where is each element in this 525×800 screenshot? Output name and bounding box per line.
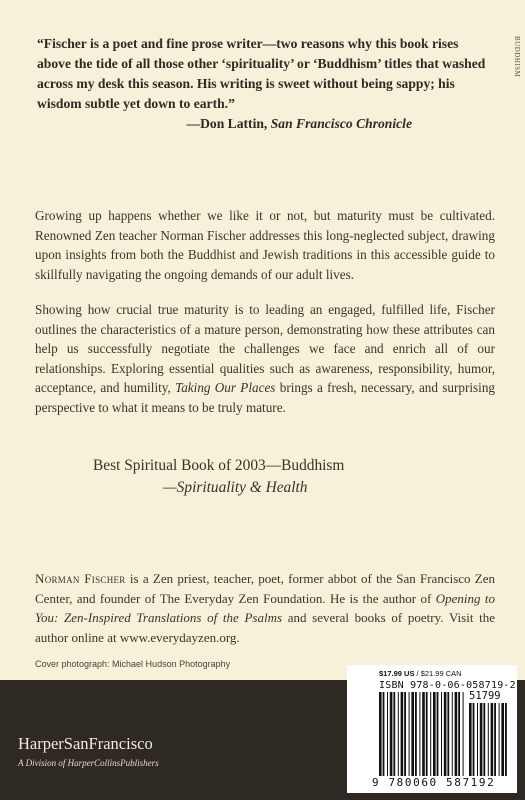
description-paragraph-2: [35, 300, 495, 417]
barcode-bar: [393, 692, 395, 776]
barcode-bar: [488, 703, 489, 776]
barcode-bar: [430, 692, 431, 776]
barcode-bar: [433, 692, 436, 776]
author-bio-text-b: and several books of poetry. Visit the author online at www.everydayzen.org.: [35, 610, 496, 645]
barcode-bar: [419, 692, 420, 776]
quote-attribution: [37, 114, 492, 134]
barcode-bar: [404, 692, 406, 776]
barcode-bar: [415, 692, 417, 776]
barcode-bar: [422, 692, 425, 776]
isbn-text: ISBN 978-0-06-058719-2: [379, 680, 516, 691]
quote-text: “Fischer is a poet and fine prose writer—two reasons why this book rises above the tide of all those other ‘spirituality’ or ‘Buddhism’ titles that washed across my desk this season. His writing is sweet without being sappy; his wisdom subtle yet down to earth.”: [37, 36, 486, 111]
quote-author: —Don Lattin,: [186, 116, 268, 131]
division-publishers: Publishers: [120, 758, 159, 768]
author-bio-text-a: is a Zen priest, teacher, poet, former abbot of the San Francisco Zen Center, and founder of The Everyday Zen Foundation. He is the author of: [35, 571, 496, 606]
barcode-bar: [398, 692, 399, 776]
quote-source: San Francisco Chronicle: [270, 116, 412, 131]
barcode-bar: [463, 692, 464, 776]
award-source: —Spirituality & Health: [163, 479, 308, 496]
barcode-bar: [437, 692, 439, 776]
price-can: / $21.99 CAN: [416, 669, 462, 678]
barcode-bar: [473, 703, 475, 776]
barcode-bar: [379, 692, 382, 776]
cover-photo-credit: Cover photograph: Michael Hudson Photography: [35, 659, 231, 669]
author-book-title: Opening to You: Zen-Inspired Translations of the Psalms: [35, 590, 495, 625]
paragraph2-text-a: Showing how crucial true maturity is to leading an engaged, fulfilled life, Fischer outlines the characteristics of a mature person, demonstrating how these attributes can help us successfully negotiate the challenges we face and enrich all of our relationships. Exploring essential qualities such as awareness, responsibility, humor, acceptance, and humility,: [35, 302, 495, 395]
description-paragraph-1: Growing up happens whether we like it or not, but maturity must be cultivated. Renowned Zen teacher Norman Fischer addresses this long-neglected subject, drawing upon insights from both the Buddhist and Jewish traditions in this accessible guide to skillfully navigating the ongoing demands of our adult lives.: [35, 208, 495, 282]
price-us: $17.99 US: [379, 669, 415, 678]
author-name: Norman Fischer: [35, 571, 126, 586]
division-text: A Division of HarperCollins: [18, 758, 121, 768]
ean-number: 9 780060 587192: [372, 776, 496, 789]
barcode-bar: [383, 692, 385, 776]
barcode-bar: [494, 703, 496, 776]
barcode-bar: [491, 703, 494, 776]
spine-genre-label: BUDDHISM: [513, 36, 521, 78]
review-quote: [37, 34, 492, 134]
award-title: Best Spiritual Book of 2003—Buddhism: [93, 457, 345, 474]
ean-barcode: [379, 692, 465, 776]
book-title: Taking Our Places: [175, 380, 276, 395]
barcode-bar: [390, 692, 393, 776]
barcode-bar: [483, 703, 485, 776]
barcode-bar: [477, 703, 478, 776]
barcode-bar: [480, 703, 483, 776]
author-bio: [35, 569, 495, 647]
addon-number: 51799: [469, 690, 501, 702]
barcode-bar: [458, 692, 460, 776]
barcode-bar: [452, 692, 453, 776]
barcode-bar: [447, 692, 449, 776]
publisher-name: HarperSanFrancisco: [18, 734, 153, 753]
barcode-panel: [347, 665, 517, 793]
barcode-bar: [501, 703, 504, 776]
barcode-bar: [444, 692, 447, 776]
award-blurb: [93, 455, 453, 499]
barcode-bar: [441, 692, 442, 776]
paragraph2-text-b: brings a fresh, necessary, and surprising perspective to what it means to be truly mature.: [35, 380, 496, 415]
barcode-bar: [455, 692, 458, 776]
barcode-bar: [409, 692, 410, 776]
barcode-bar: [499, 703, 500, 776]
barcode-bar: [505, 703, 507, 776]
addon-barcode: [469, 703, 509, 776]
barcode-bar: [401, 692, 404, 776]
price-label: [379, 669, 462, 678]
barcode-bar: [426, 692, 428, 776]
barcode-bar: [387, 692, 388, 776]
barcode-bar: [469, 703, 472, 776]
barcode-bar: [411, 692, 414, 776]
publisher-division: [18, 758, 159, 768]
